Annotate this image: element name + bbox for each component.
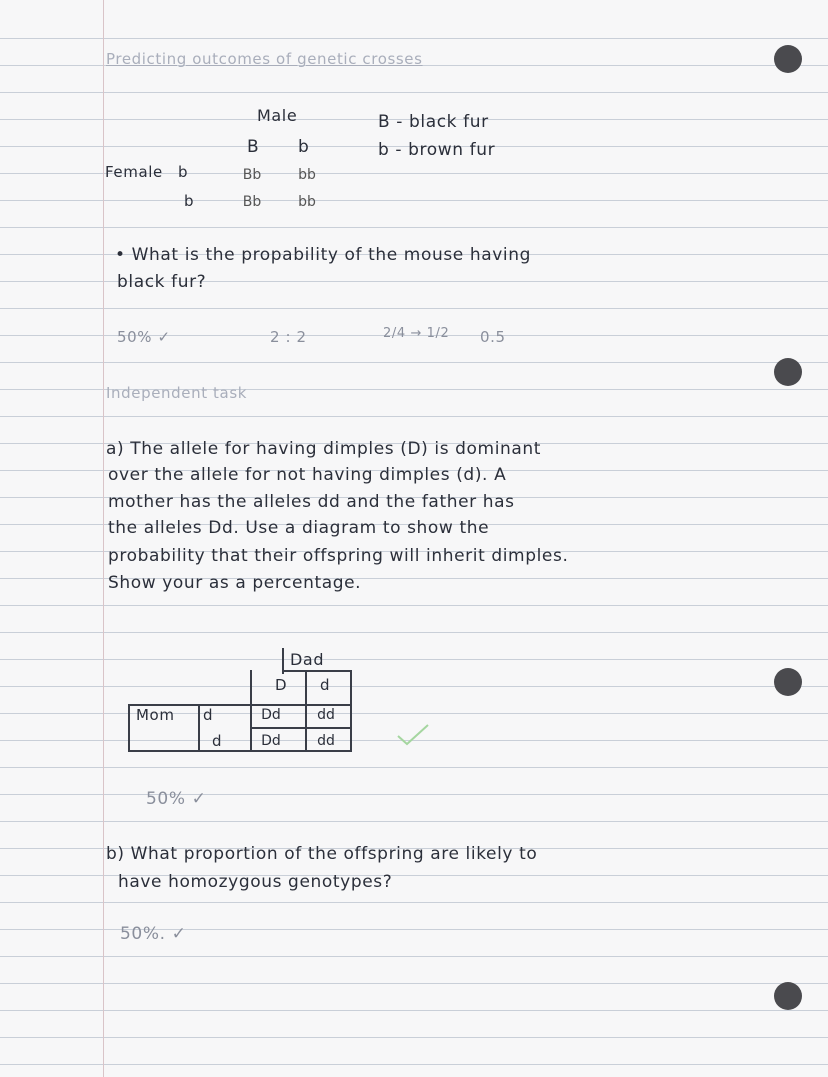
answer-a: 50% ✓: [146, 789, 207, 809]
binder-hole: [774, 668, 802, 696]
punnett1-row-header: b: [178, 163, 189, 181]
punnett2-col-header: d: [320, 676, 331, 694]
punnett2-cell: dd: [317, 733, 335, 749]
question1-line: black fur?: [117, 272, 207, 292]
answer1-fraction: 2/4 → 1/2: [383, 326, 450, 341]
punnett2-gridline: [198, 705, 200, 751]
question-b-line: b) What proportion of the offspring are likely to: [106, 844, 538, 864]
punnett1-cell: bb: [298, 194, 316, 210]
binder-hole: [774, 358, 802, 386]
punnett1-cell: bb: [298, 167, 316, 183]
margin-line: [103, 0, 104, 1077]
binder-hole: [774, 982, 802, 1010]
key-black-fur: B - black fur: [378, 112, 489, 132]
question-a-line: the alleles Dd. Use a diagram to show the: [108, 518, 490, 538]
male-label: Male: [257, 106, 298, 125]
question-a-line: a) The allele for having dimples (D) is dominant: [106, 439, 542, 459]
page-title: Predicting outcomes of genetic crosses: [106, 50, 423, 68]
answer1-percent: 50% ✓: [117, 328, 171, 346]
dad-label: Dad: [290, 650, 325, 669]
section-heading: Independent task: [106, 384, 248, 402]
question-a-line: mother has the alleles dd and the father has: [108, 492, 515, 512]
question-b-line: have homozygous genotypes?: [118, 872, 393, 892]
check-mark-icon: [396, 722, 430, 748]
punnett1-row-header: b: [184, 192, 195, 210]
punnett2-row-header: d: [203, 706, 214, 724]
punnett1-col-header: B: [247, 137, 260, 157]
answer-b: 50%. ✓: [120, 924, 187, 944]
punnett1-col-header: b: [298, 137, 310, 157]
punnett2-gridline: [250, 670, 252, 752]
punnett2-col-header: D: [275, 676, 288, 694]
punnett2-row-header: d: [212, 732, 223, 750]
punnett2-gridline: [282, 670, 352, 672]
punnett2-cell: Dd: [261, 707, 281, 723]
question-a-line: probability that their offspring will inherit dimples.: [108, 546, 569, 566]
punnett2-gridline: [350, 670, 352, 752]
female-label: Female: [105, 163, 163, 181]
question-a-line: over the allele for not having dimples (d). A: [108, 465, 507, 485]
punnett1-cell: Bb: [242, 167, 262, 183]
punnett2-gridline: [128, 705, 130, 751]
punnett2-gridline: [128, 704, 350, 706]
mom-label: Mom: [136, 706, 175, 724]
punnett2-cell: Dd: [261, 733, 281, 749]
key-brown-fur: b - brown fur: [378, 140, 496, 160]
punnett2-gridline: [250, 727, 350, 729]
punnett2-gridline: [128, 750, 350, 752]
answer1-ratio: 2 : 2: [270, 328, 307, 346]
punnett2-cell: dd: [317, 707, 335, 723]
question1-line: • What is the propability of the mouse having: [115, 245, 531, 265]
answer1-decimal: 0.5: [480, 328, 506, 346]
punnett2-gridline: [305, 670, 307, 752]
question-a-line: Show your as a percentage.: [108, 573, 362, 593]
punnett1-cell: Bb: [242, 194, 262, 210]
binder-hole: [774, 45, 802, 73]
